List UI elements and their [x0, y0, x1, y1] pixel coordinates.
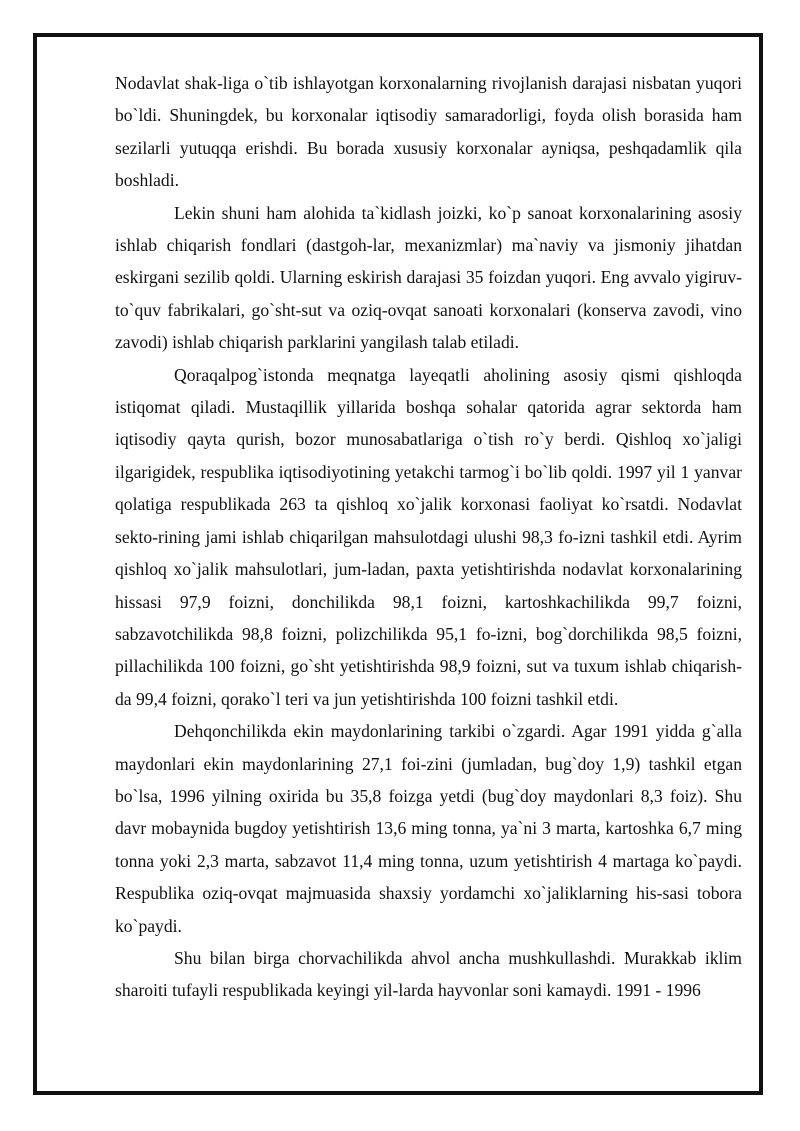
paragraph-3: Qoraqalpog`istonda meqnatga layeqatli aholining asosiy qismi qishloqda istiqomat qiladi. Mustaqillik yillarida boshqa sohalar qatorida agrar sektorda ham iqtisodiy qayta qurish, bozor munosabatlariga o`tish ro`y berdi. Qishloq xo`jaligi ilgarigidek, respublika iqtisodiyotining yetakchi tarmog`i bo`lib qoldi. 1997 yil 1 yanvar qolatiga respublikada 263 ta qishloq xo`jalik korxonasi faoliyat ko`rsatdi. Nodavlat sekto-rining jami ishlab chiqarilgan mahsulotdagi ulushi 98,3 fo-izni tashkil etdi. Ayrim qishloq xo`jalik mahsulotlari, jum-ladan, paxta yetishtirishda nodavlat korxonalarining hissasi 97,9 foizni, donchilikda 98,1 foizni, kartoshkachilikda 99,7 foizni, sabzavotchilikda 98,8 foizni, polizchilikda 95,1 fo-izni, bog`dorchilikda 98,5 foizni, pillachilikda 100 foizni, go`sht yetishtirishda 98,9 foizni, sut va tuxum ishlab chiqarish-da 99,4 foizni, qorako`l teri va jun yetishtirishda 100 foizni tashkil etdi.	[115, 364, 742, 709]
paragraph-1: Nodavlat shak-liga o`tib ishlayotgan korxonalarning rivojlanish darajasi nisbatan yuqori bo`ldi. Shuningdek, bu korxonalar iqtisodiy samaradorligi, foyda olish borasida ham sezilarli yutuqqa erishdi. Bu borada xususiy korxonalar ayniqsa, peshqadamlik qila boshladi.	[115, 73, 742, 191]
paragraph-5: Shu bilan birga chorvachilikda ahvol ancha mushkullashdi. Murakkab iklim sharoiti tufayli respublikada keyingi yil-larda hayvonlar soni kamaydi. 1991 - 1996	[115, 947, 742, 1001]
paragraph-2: Lekin shuni ham alohida ta`kidlash joizki, ko`p sanoat korxonalarining asosiy ishlab chiqarish fondlari (dastgoh-lar, mexanizmlar) ma`naviy va jismoniy jihatdan eskirgani sezilib qoldi. Ularning eskirish darajasi 35 foizdan yuqori. Eng avvalo yigiruv-to`quv fabrikalari, go`sht-sut va oziq-ovqat sanoati korxonalari (konserva zavodi, vino zavodi) ishlab chiqarish parklarini yangilash talab etiladi.	[115, 202, 742, 353]
paragraph-4: Dehqonchilikda ekin maydonlarining tarkibi o`zgardi. Agar 1991 yidda g`alla maydonlari ekin maydonlarining 27,1 foi-zini (jumladan, bug`doy 1,9) tashkil etgan bo`lsa, 1996 yilning oxirida bu 35,8 foizga yetdi (bug`doy maydonlari 8,3 foiz). Shu davr mobaynida bugdoy yetishtirish 13,6 ming tonna, ya`ni 3 marta, kartoshka 6,7 ming tonna yoki 2,3 marta, sabzavot 11,4 ming tonna, uzum yetishtirish 4 martaga ko`paydi. Respublika oziq-ovqat majmuasida shaxsiy yordamchi xo`jaliklarning his-sasi tobora ko`paydi.	[115, 721, 742, 936]
document-body	[115, 67, 742, 1007]
